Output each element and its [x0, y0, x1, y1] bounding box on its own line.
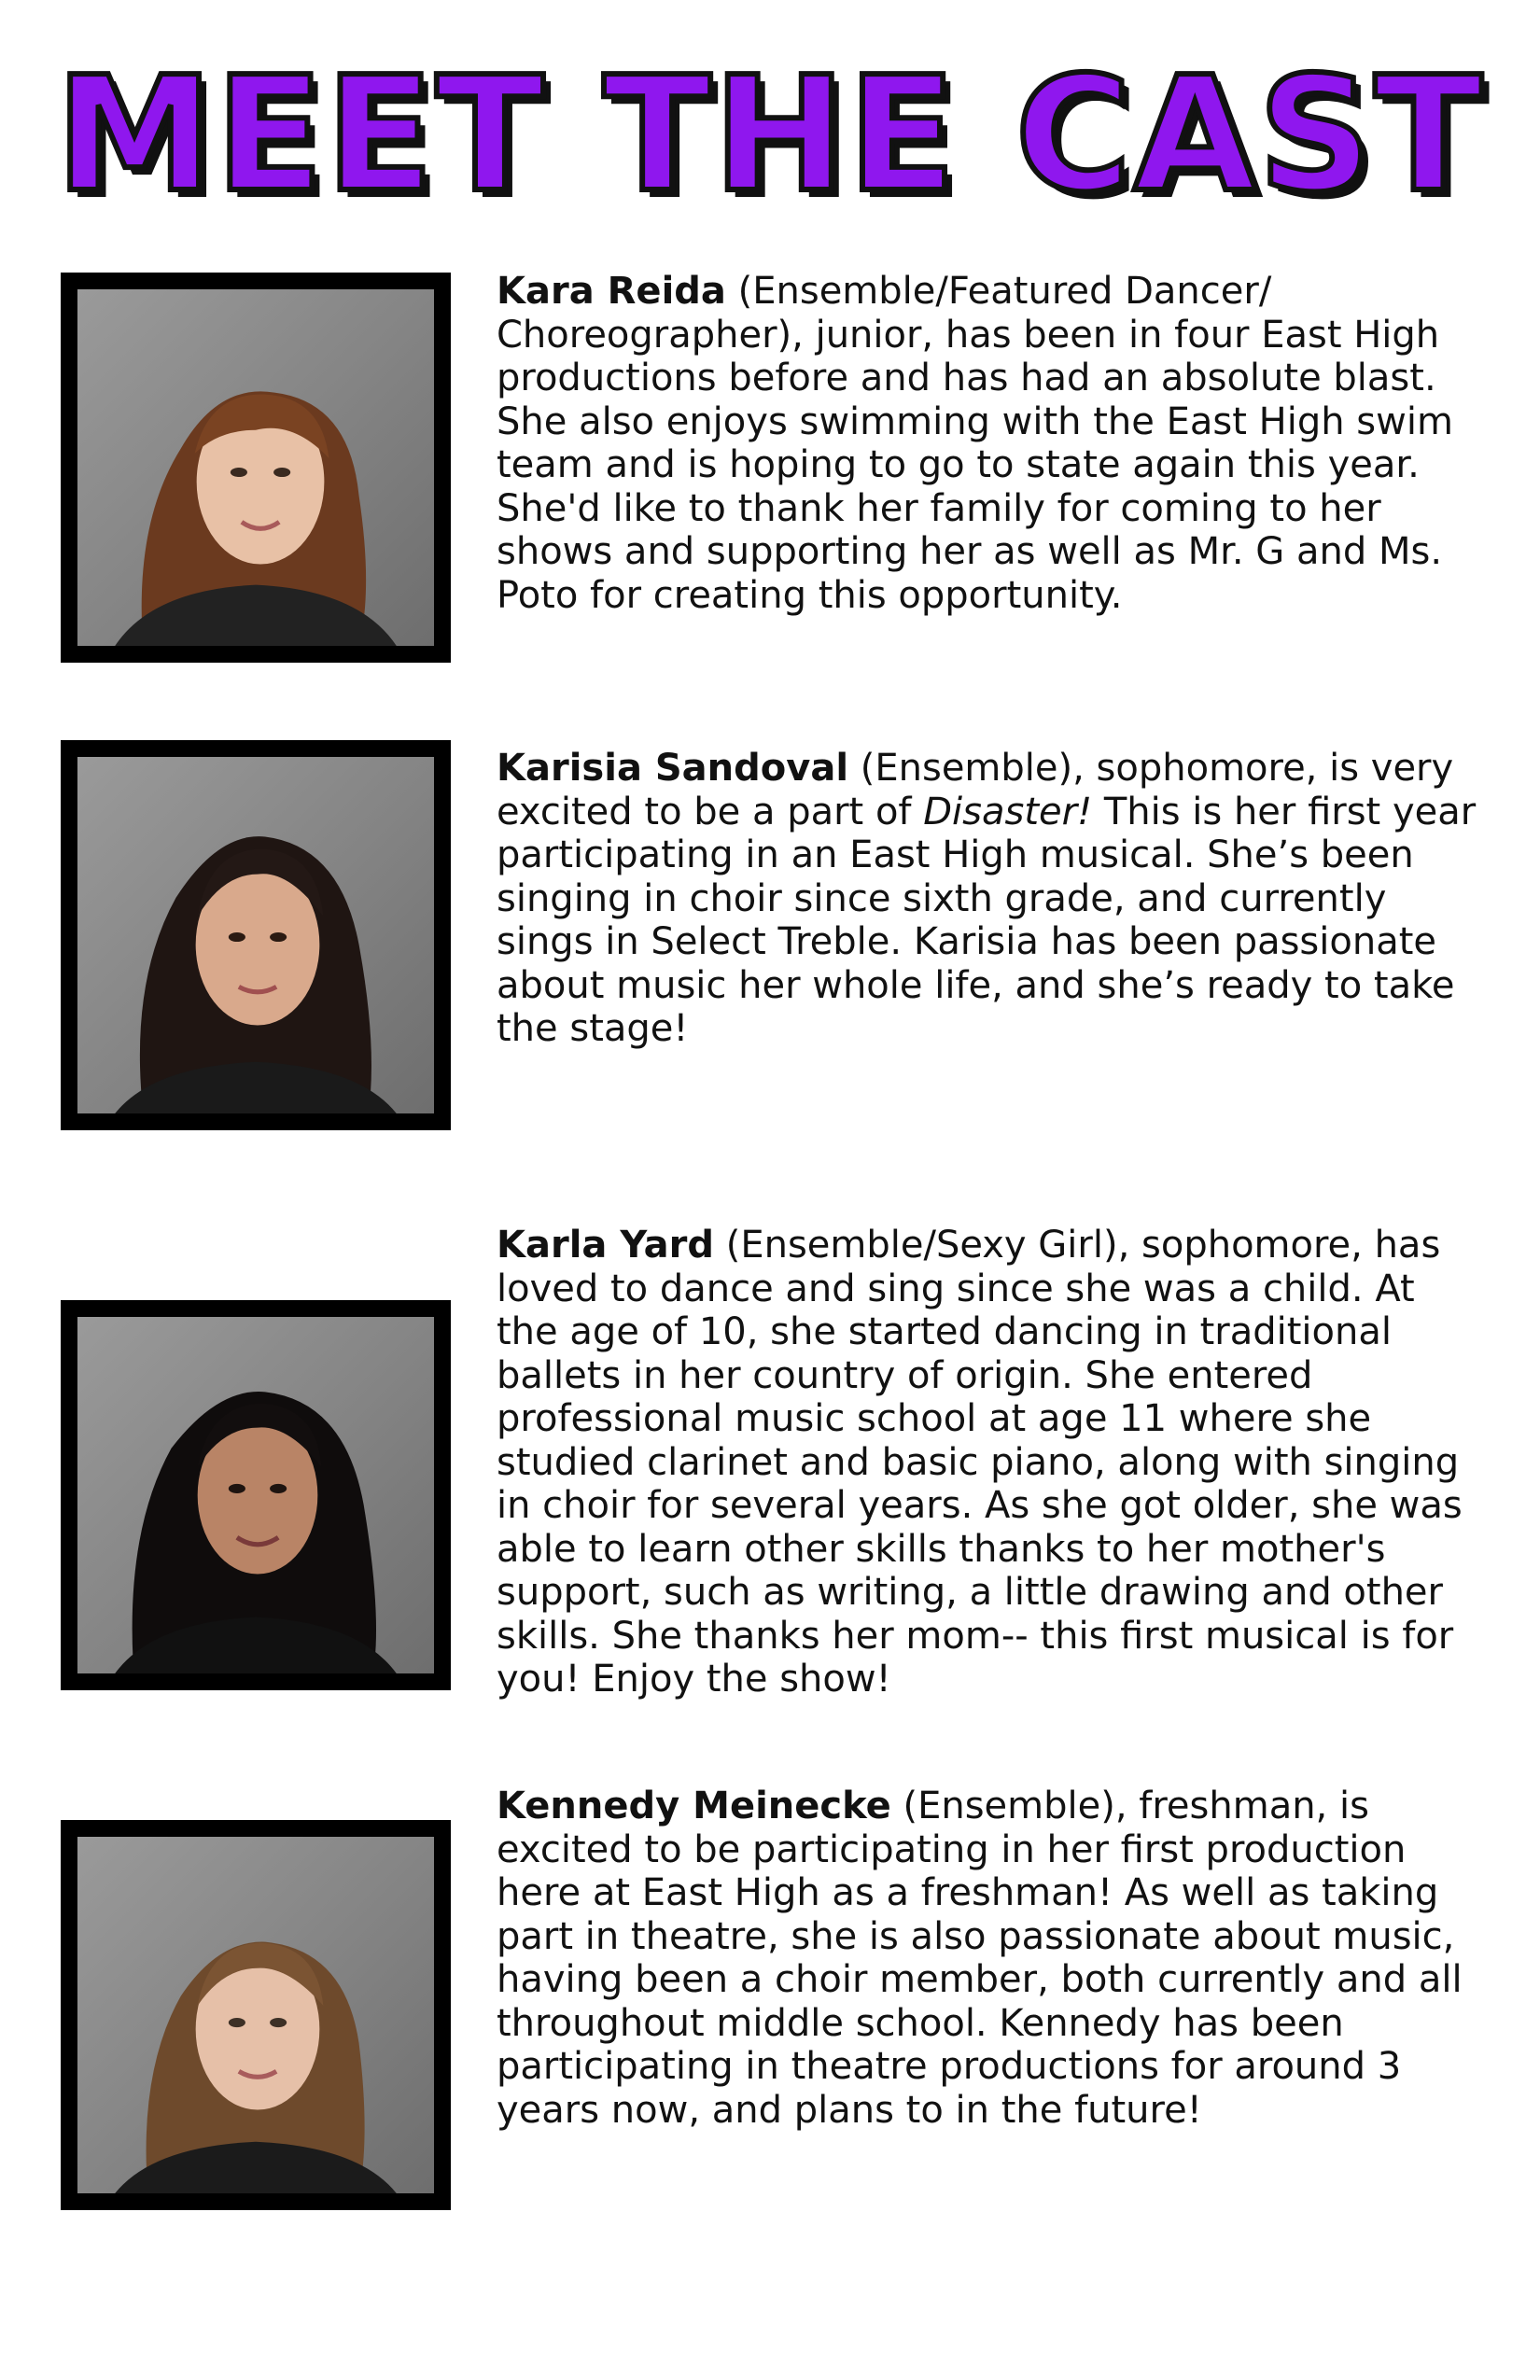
headshot-frame — [61, 1300, 451, 1690]
cast-bio — [497, 270, 1486, 617]
headshot-photo — [77, 1317, 434, 1673]
headshot-photo — [77, 289, 434, 646]
cast-bio-text: (Ensemble/Featured Dancer/ Choreographer), junior, has been in four East High productions before and has had an absolute blast. She also enjoys swimming with the East High swim team and is hoping to go to state again this year. She'd like to thank her family for coming to her shows and supporting her as well as Mr. G and Ms. Poto for creating this opportunity. — [497, 270, 1453, 617]
cast-bio — [497, 1224, 1486, 1701]
cast-name: Kennedy Meinecke — [497, 1785, 891, 1827]
show-title: Disaster! — [923, 790, 1093, 833]
headshot-photo — [77, 757, 434, 1113]
cast-name: Karla Yard — [497, 1224, 714, 1267]
cast-bio-text: (Ensemble/Sexy Girl), sophomore, has loved to dance and sing since she was a child. At the age of 10, she started dancing in traditional ballets in her country of origin. She entered professional music school at age 11 where she studied clarinet and basic piano, along with singing in choir for several years. As she got older, she was able to learn other skills thanks to her mother's support, such as writing, a little drawing and other skills. She thanks her mom-- this first musical is for you! Enjoy the show! — [497, 1224, 1463, 1701]
headshot-frame — [61, 273, 451, 663]
cast-name: Kara Reida — [497, 270, 726, 313]
page-title: MEET THE CAST — [55, 43, 1485, 228]
cast-bio-text: (Ensemble), freshman, is excited to be participating in her first production here at East High as a freshman! As well as taking part in theatre, she is also passionate about music, having been a choir member, both currently and all throughout middle school. Kennedy has been participating in theatre productions for around 3 years now, and plans to in the future! — [497, 1785, 1463, 2132]
headshot-photo — [77, 1837, 434, 2193]
cast-bio-text: (Ensemble), sophomore, is very excited to be a part of — [497, 747, 1454, 833]
cast-bio — [497, 1785, 1486, 2132]
headshot-frame — [61, 1820, 451, 2210]
cast-name: Karisia Sandoval — [497, 747, 849, 790]
cast-bio-text: This is her first year participating in an East High musical. She’s been singing in choir since sixth grade, and currently sings in Select Treble. Karisia has been passionate about music her whole life, and she’s ready to take the stage! — [497, 790, 1477, 1050]
headshot-frame — [61, 740, 451, 1130]
cast-bio — [497, 747, 1486, 1051]
